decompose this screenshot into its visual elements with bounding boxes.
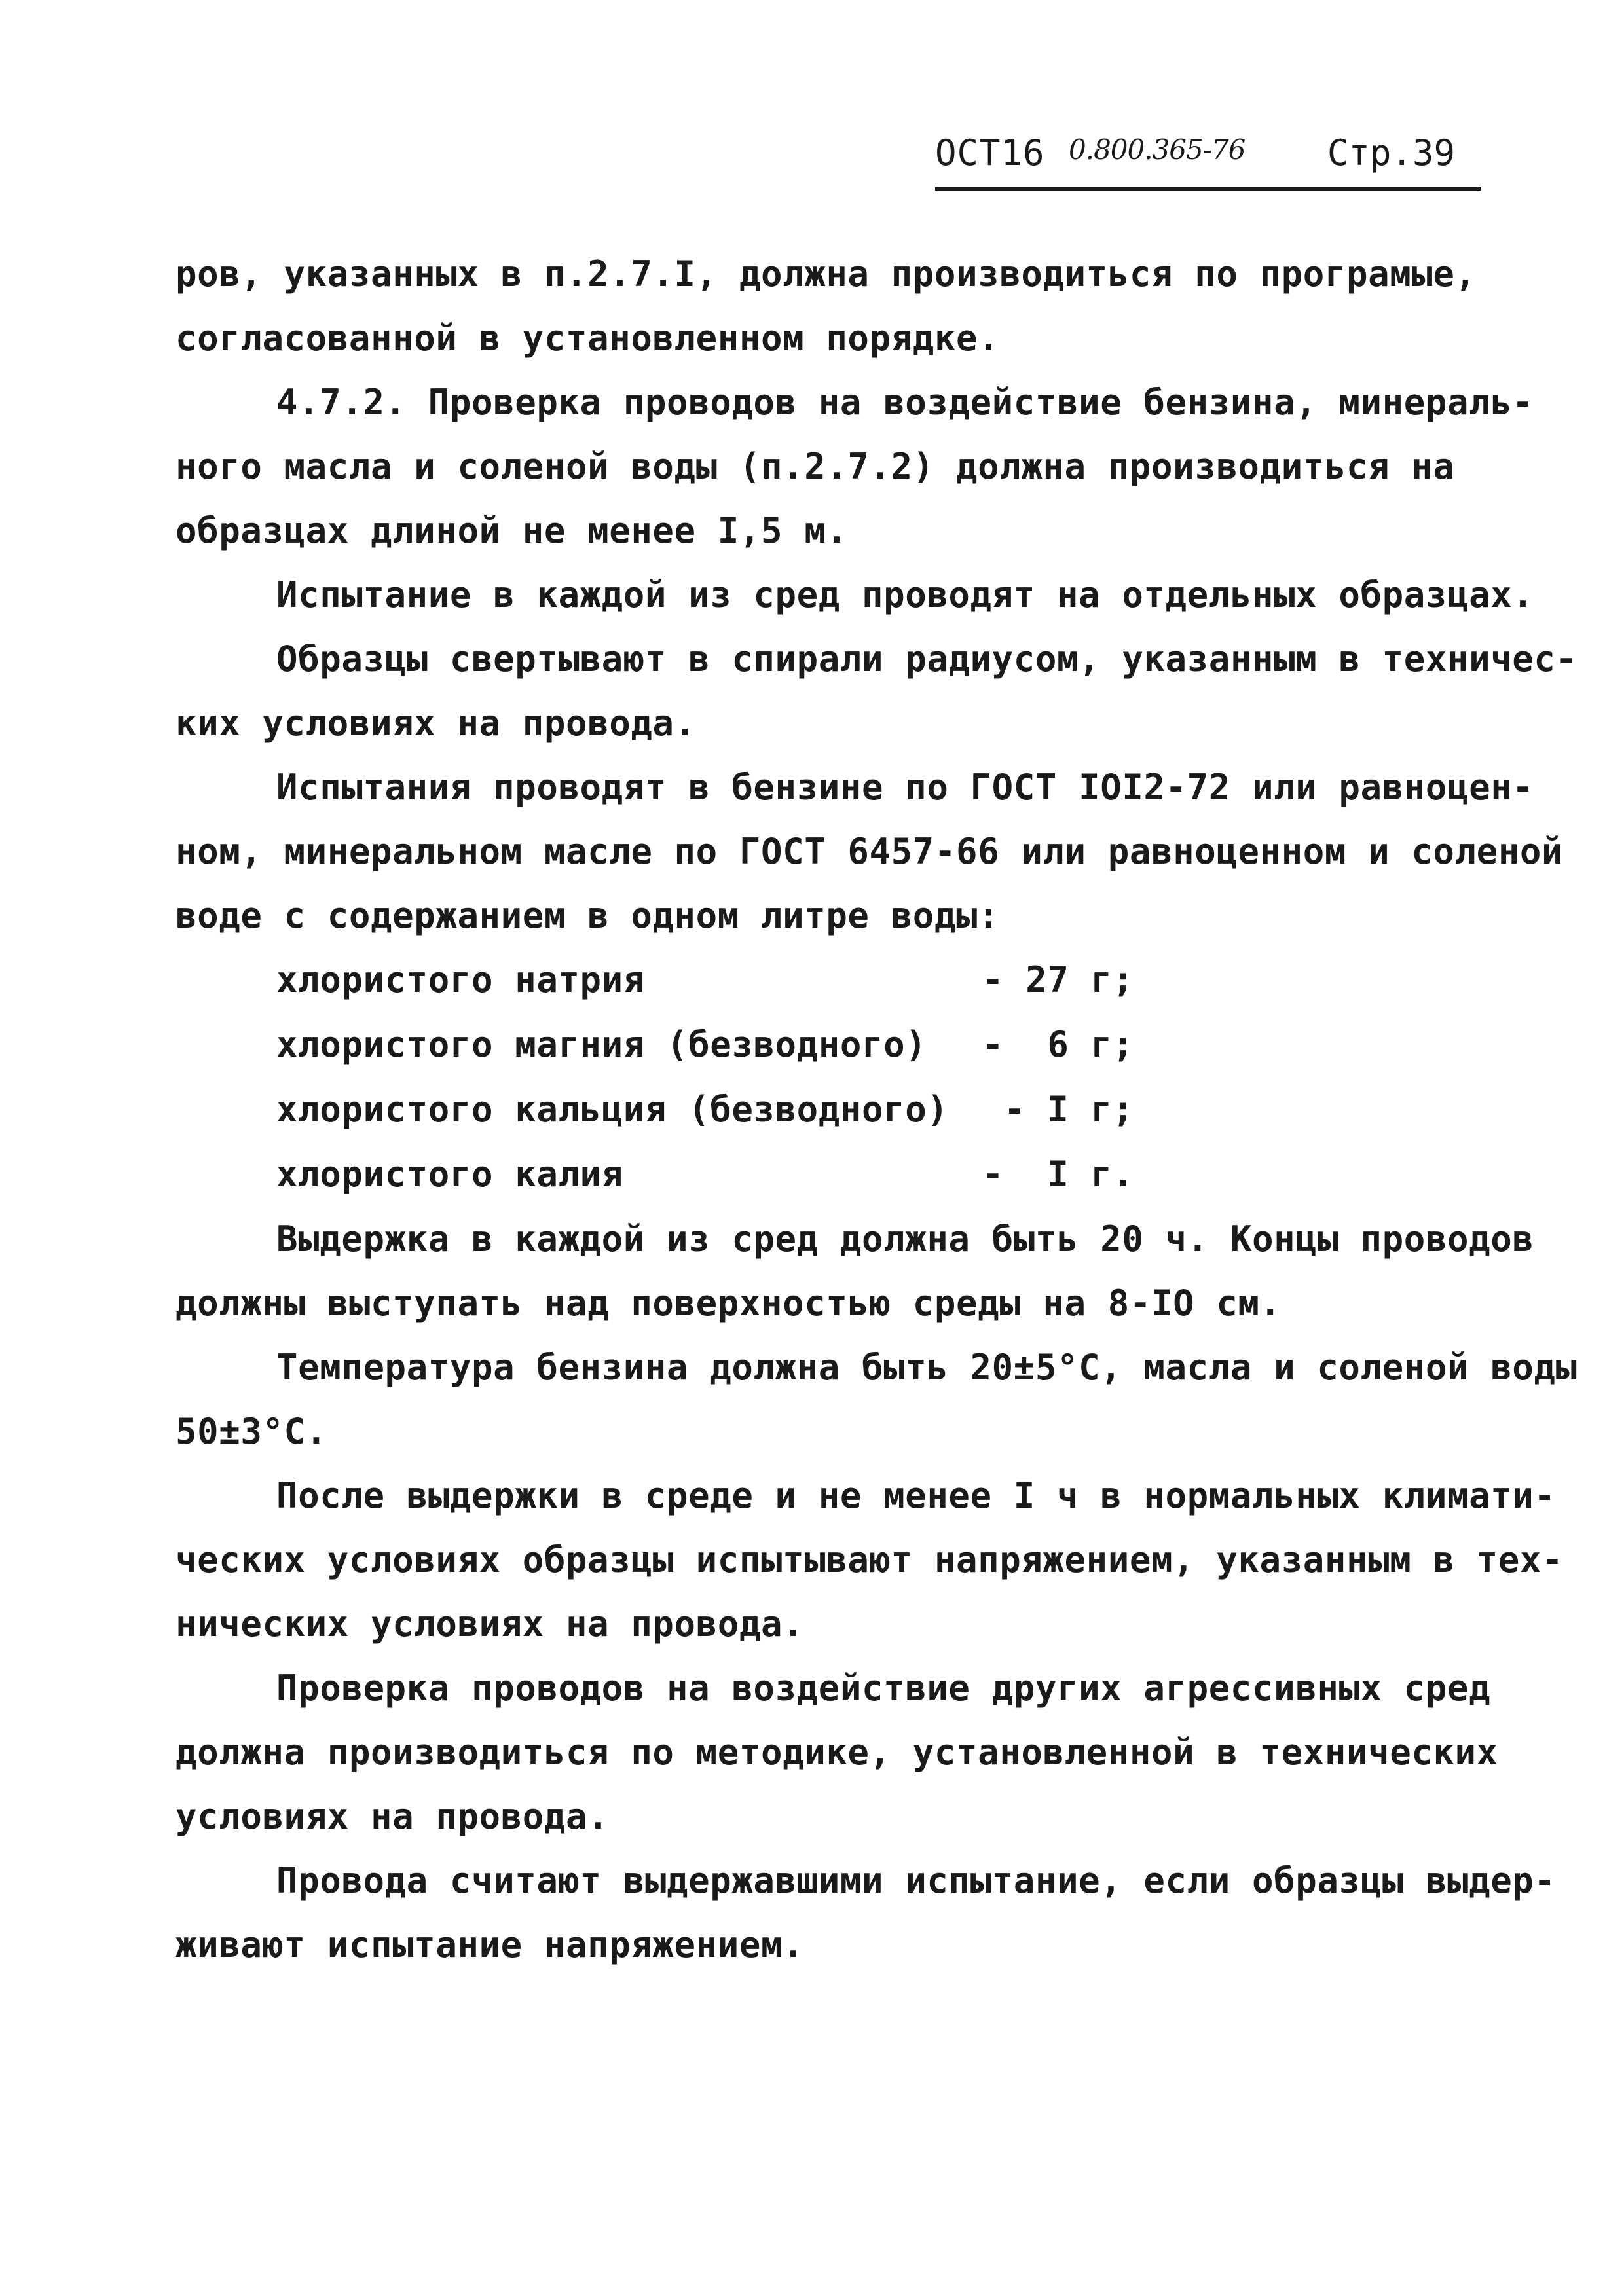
list-item-value: - 27 г; [982, 959, 1134, 1000]
document-body [175, 242, 1578, 1977]
list-item [175, 948, 1498, 1013]
text-line: ких условиях на провода. [175, 702, 696, 744]
text-line: Образцы свертывают в спирали радиусом, указанным в техничес- [276, 638, 1578, 680]
list-item-value: - I г. [982, 1154, 1134, 1195]
list-item [175, 1013, 1498, 1078]
list-item-name: хлористого кальция (безводного) [276, 1089, 949, 1130]
text-line: Испытания проводят в бензине по ГОСТ IOI2-72 или равноцен- [276, 767, 1534, 808]
list-item-value: - 6 г; [982, 1024, 1134, 1065]
text-line: ческих условиях образцы испытывают напряжением, указанным в тех- [175, 1539, 1564, 1580]
text-line: образцах длиной не менее I,5 м. [175, 510, 848, 551]
list-item-value: - I г; [982, 1089, 1134, 1130]
list-item-name: хлористого калия [276, 1154, 623, 1195]
list-item-name: хлористого магния (безводного) [276, 1024, 927, 1065]
text-line: нических условиях на провода. [175, 1603, 805, 1645]
text-line: ном, минеральном масле по ГОСТ 6457-66 или равноценном и соленой [175, 831, 1564, 872]
text-line: должна производиться по методике, установленной в технических [175, 1732, 1498, 1773]
text-line: После выдержки в среде и не менее I ч в нормальных климати- [276, 1475, 1556, 1516]
text-line: согласованной в установленном порядке. [175, 318, 1000, 359]
list-item [175, 1142, 1498, 1207]
text-line: воде с содержанием в одном литре воды: [175, 895, 1000, 936]
text-line: ного масла и соленой воды (п.2.7.2) должна производиться на [175, 446, 1455, 487]
text-line: ров, указанных в п.2.7.I, должна производиться по програмые, [175, 253, 1477, 295]
text-line: Проверка проводов на воздействие других агрессивных сред [276, 1667, 1491, 1709]
page-header [935, 128, 1481, 191]
text-line: должны выступать над поверхностью среды на 8-IO см. [175, 1283, 1282, 1324]
standard-code: ОСТ16 [935, 132, 1045, 173]
document-number: 0.800.365-76 [1069, 134, 1246, 166]
page-number: Стр.39 [1327, 132, 1455, 173]
section-heading-line: 4.7.2. Проверка проводов на воздействие бензина, минераль- [276, 382, 1534, 423]
text-line: Провода считают выдержавшими испытание, если образцы выдер- [276, 1860, 1556, 1901]
text-line: Испытание в каждой из сред проводят на отдельных образцах. [276, 574, 1534, 615]
text-line: Выдержка в каждой из сред должна быть 20 ч. Концы проводов [276, 1218, 1534, 1260]
text-line: условиях на провода. [175, 1796, 610, 1837]
text-line: 50±3°С. [175, 1411, 327, 1452]
list-item [175, 1078, 1498, 1142]
list-item-name: хлористого натрия [276, 959, 645, 1000]
text-line: живают испытание напряжением. [175, 1924, 805, 1965]
text-line: Температура бензина должна быть 20±5°С, масла и соленой воды [276, 1347, 1578, 1388]
